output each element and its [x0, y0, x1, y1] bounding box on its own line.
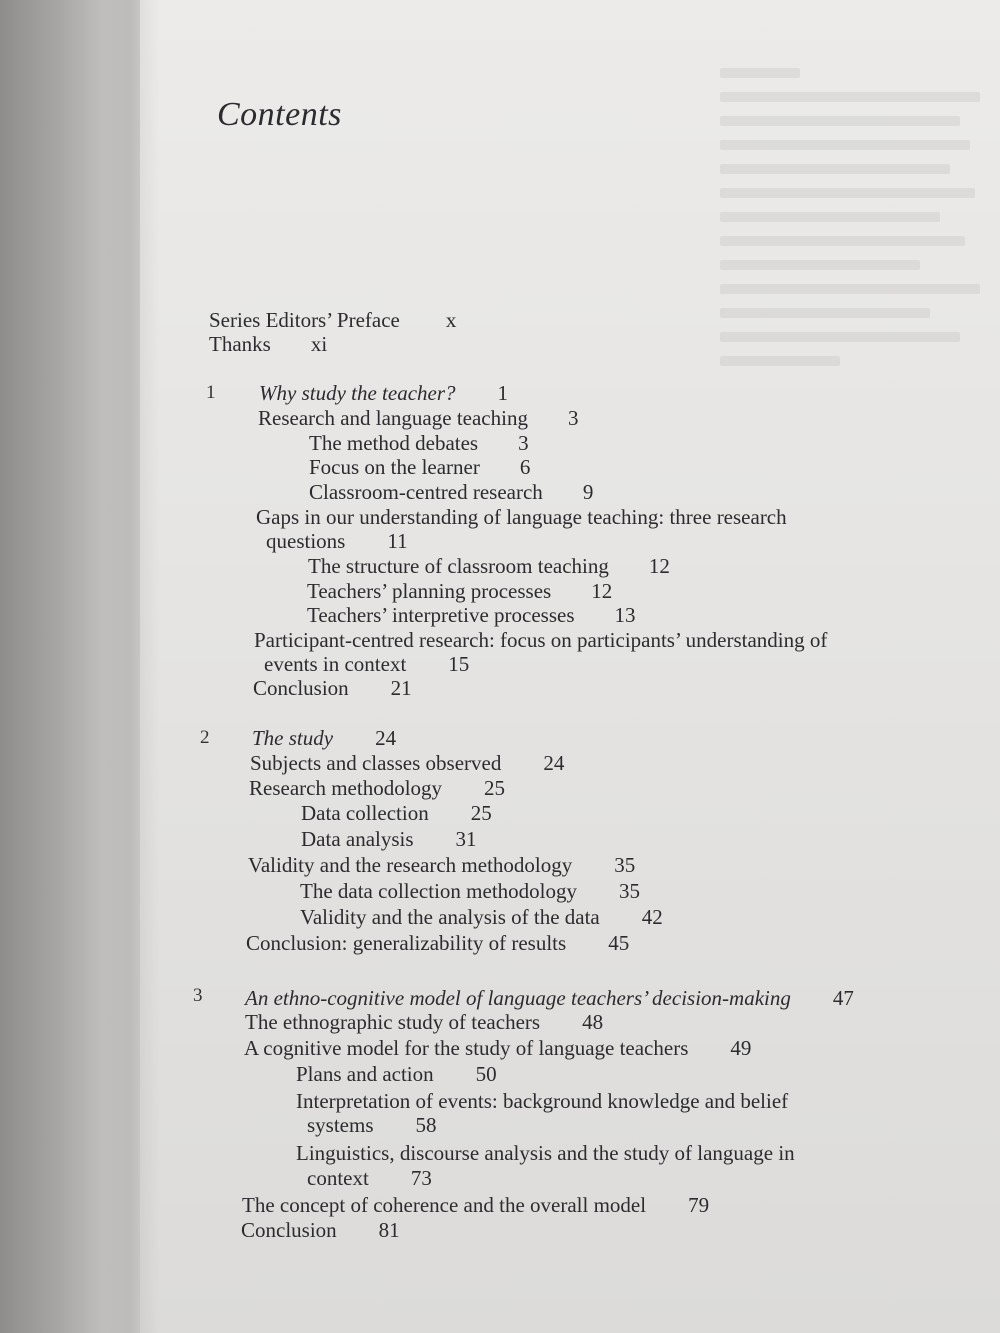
toc-entry-title: Conclusion — [253, 676, 349, 700]
toc-entry-title: A cognitive model for the study of language teachers — [244, 1036, 689, 1060]
toc-entry-page: 11 — [387, 529, 408, 553]
toc-entry-title: Data collection — [301, 801, 429, 825]
toc-entry-page: 50 — [475, 1062, 497, 1086]
toc-entry-title: Research and language teaching — [258, 406, 528, 430]
toc-entry-title: Teachers’ planning processes — [307, 579, 552, 603]
chapter-number: 2 — [200, 727, 210, 748]
toc-subentry — [309, 431, 529, 455]
toc-entry-page: 35 — [619, 879, 640, 903]
toc-entry-title: Gaps in our understanding of language teaching: three research — [256, 505, 787, 529]
toc-entry-title: Research methodology — [249, 776, 443, 800]
toc-entry-page: 48 — [582, 1010, 604, 1034]
page-fold — [100, 0, 160, 1333]
toc-entry-page: xi — [310, 332, 328, 356]
chapter-title: The study — [252, 726, 334, 750]
toc-entry — [209, 308, 456, 332]
toc-entry-continuation — [307, 1113, 437, 1137]
toc-entry — [256, 505, 787, 529]
toc-entry-page: 25 — [470, 801, 492, 825]
toc-entry-page: 49 — [730, 1036, 752, 1060]
toc-subentry — [307, 603, 636, 627]
toc-entry-continuation — [266, 529, 408, 553]
toc-entry — [254, 628, 827, 652]
toc-entry-page: 12 — [648, 554, 670, 578]
toc-entry — [241, 1218, 400, 1242]
chapter-heading — [259, 381, 508, 405]
toc-subentry — [309, 455, 530, 479]
toc-entry — [246, 931, 629, 955]
toc-entry-title-continued: events in context — [264, 652, 407, 676]
toc-entry-page: 21 — [390, 676, 412, 700]
toc-entry — [244, 1036, 751, 1060]
chapter-title: An ethno-cognitive model of language teachers’ decision-making — [245, 986, 791, 1010]
toc-entry-page: 13 — [614, 603, 636, 627]
toc-entry-title: The concept of coherence and the overall model — [242, 1193, 647, 1217]
toc-entry-title: Subjects and classes observed — [250, 751, 502, 775]
toc-entry-page: 81 — [378, 1218, 400, 1242]
toc-subentry — [301, 827, 477, 851]
toc-entry-page: 24 — [543, 751, 565, 775]
toc-entry-page: 73 — [410, 1166, 432, 1190]
toc-entry-title: Classroom-centred research — [309, 480, 543, 504]
toc-entry-title: Thanks — [209, 332, 271, 356]
toc-entry — [245, 1010, 603, 1034]
toc-entry-title: Plans and action — [296, 1062, 434, 1086]
toc-subentry — [296, 1062, 497, 1086]
toc-entry-page: 3 — [567, 406, 579, 430]
toc-entry-page: 58 — [415, 1113, 437, 1137]
toc-entry-page: 45 — [608, 931, 630, 955]
toc-entry-title: The structure of classroom teaching — [308, 554, 609, 578]
toc-entry-page: 9 — [582, 480, 594, 504]
toc-subentry — [301, 801, 492, 825]
toc-entry-title: Teachers’ interpretive processes — [307, 603, 575, 627]
toc-entry-page: 35 — [614, 853, 636, 877]
toc-entry-title: Focus on the learner — [309, 455, 480, 479]
toc-entry — [242, 1193, 709, 1217]
chapter-number: 1 — [206, 382, 216, 403]
toc-entry-title: The method debates — [309, 431, 479, 455]
toc-entry-page: 25 — [484, 776, 506, 800]
toc-entry-title-continued: systems — [307, 1113, 374, 1137]
toc-entry-title: Validity and the analysis of the data — [300, 905, 600, 929]
toc-entry-title: Linguistics, discourse analysis and the study of language in — [296, 1141, 795, 1165]
chapter-title: Why study the teacher? — [259, 381, 456, 405]
toc-entry-title-continued: context — [307, 1166, 369, 1190]
toc-subentry — [307, 579, 612, 603]
toc-entry — [249, 776, 505, 800]
toc-entry-title: The ethnographic study of teachers — [245, 1010, 541, 1034]
toc-entry-title: Conclusion — [241, 1218, 337, 1242]
toc-subentry — [300, 905, 663, 929]
toc-entry — [250, 751, 564, 775]
toc-entry — [253, 676, 412, 700]
toc-subentry — [308, 554, 670, 578]
toc-subentry — [309, 480, 593, 504]
chapter-page: 47 — [832, 986, 854, 1010]
toc-entry-page: x — [445, 308, 457, 332]
chapter-number: 3 — [193, 985, 203, 1006]
toc-entry-title: Validity and the research methodology — [248, 853, 573, 877]
chapter-heading — [252, 726, 396, 750]
toc-entry-title: Series Editors’ Preface — [209, 308, 400, 332]
chapter-page: 1 — [497, 381, 509, 405]
chapter-page: 24 — [375, 726, 397, 750]
toc-entry-continuation — [307, 1166, 432, 1190]
chapter-heading — [245, 986, 854, 1010]
toc-entry-page: 31 — [455, 827, 477, 851]
toc-subentry — [296, 1089, 788, 1113]
toc-entry-page: 3 — [518, 431, 529, 455]
toc-entry-page: 6 — [519, 455, 531, 479]
toc-entry-page: 42 — [641, 905, 663, 929]
page-title: Contents — [217, 96, 342, 133]
toc-entry — [209, 332, 327, 356]
toc-entry — [258, 406, 578, 430]
toc-subentry — [300, 879, 640, 903]
toc-entry-page: 79 — [688, 1193, 710, 1217]
toc-entry-continuation — [264, 652, 469, 676]
toc-entry-title: Participant-centred research: focus on participants’ understanding of — [254, 628, 828, 652]
show-through-text — [720, 60, 1000, 372]
toc-subentry — [296, 1141, 795, 1165]
toc-entry-title: Interpretation of events: background knowledge and belief — [296, 1089, 789, 1113]
toc-entry-title: The data collection methodology — [300, 879, 577, 903]
toc-entry-page: 15 — [448, 652, 470, 676]
toc-entry-title-continued: questions — [266, 529, 346, 553]
toc-entry — [248, 853, 635, 877]
toc-entry-page: 12 — [591, 579, 613, 603]
toc-entry-title: Data analysis — [301, 827, 414, 851]
toc-entry-title: Conclusion: generalizability of results — [246, 931, 567, 955]
